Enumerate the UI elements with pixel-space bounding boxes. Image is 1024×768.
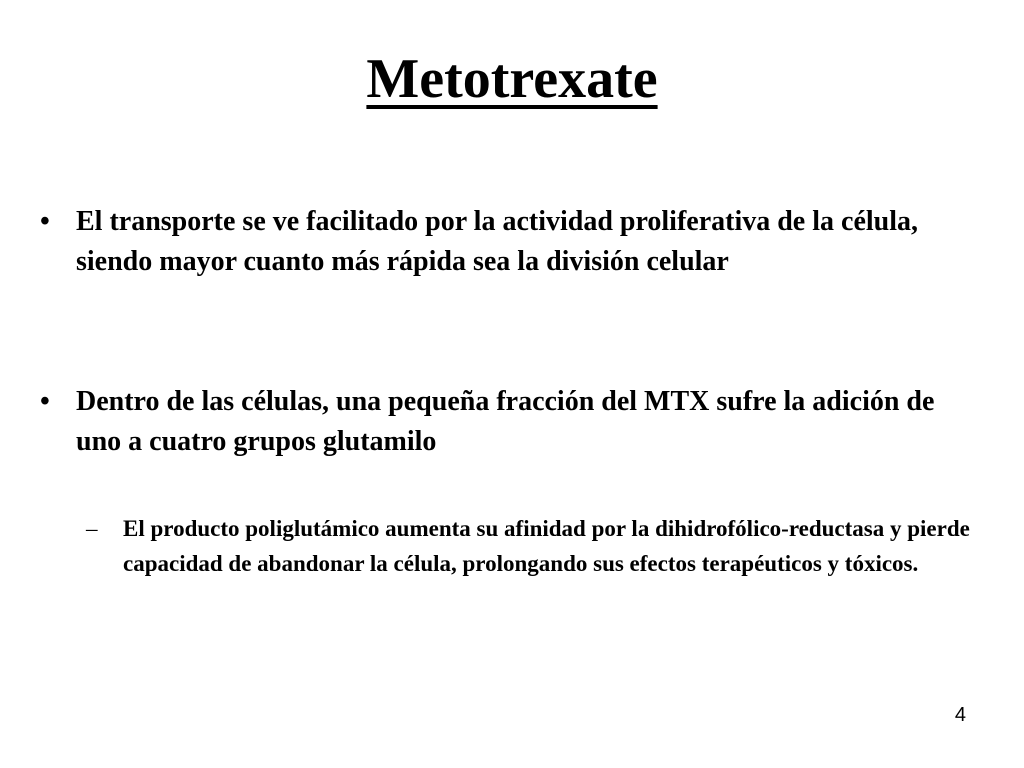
page-number: 4 [954,704,966,726]
bullet-item [40,202,980,282]
bullet-item [40,382,980,462]
sub-bullet-item [86,511,986,581]
slide-title [0,44,1024,114]
bullet-marker: • [40,386,50,417]
bullet-text: El transporte se ve facilitado por la actividad proliferativa de la célula, siendo mayor cuanto más rápida sea la división celular [76,206,918,277]
slide-title-text: Metotrexate [366,48,658,110]
sub-bullet-text: El producto poliglutámico aumenta su afinidad por la dihidrofólico-reductasa y pierde capacidad de abandonar la célula, prolongando sus efectos terapéuticos y tóxicos. [123,516,970,576]
bullet-text: Dentro de las células, una pequeña fracción del MTX sufre la adición de uno a cuatro grupos glutamilo [76,386,935,457]
sub-bullet-marker: – [86,516,98,541]
bullet-marker: • [40,206,50,237]
